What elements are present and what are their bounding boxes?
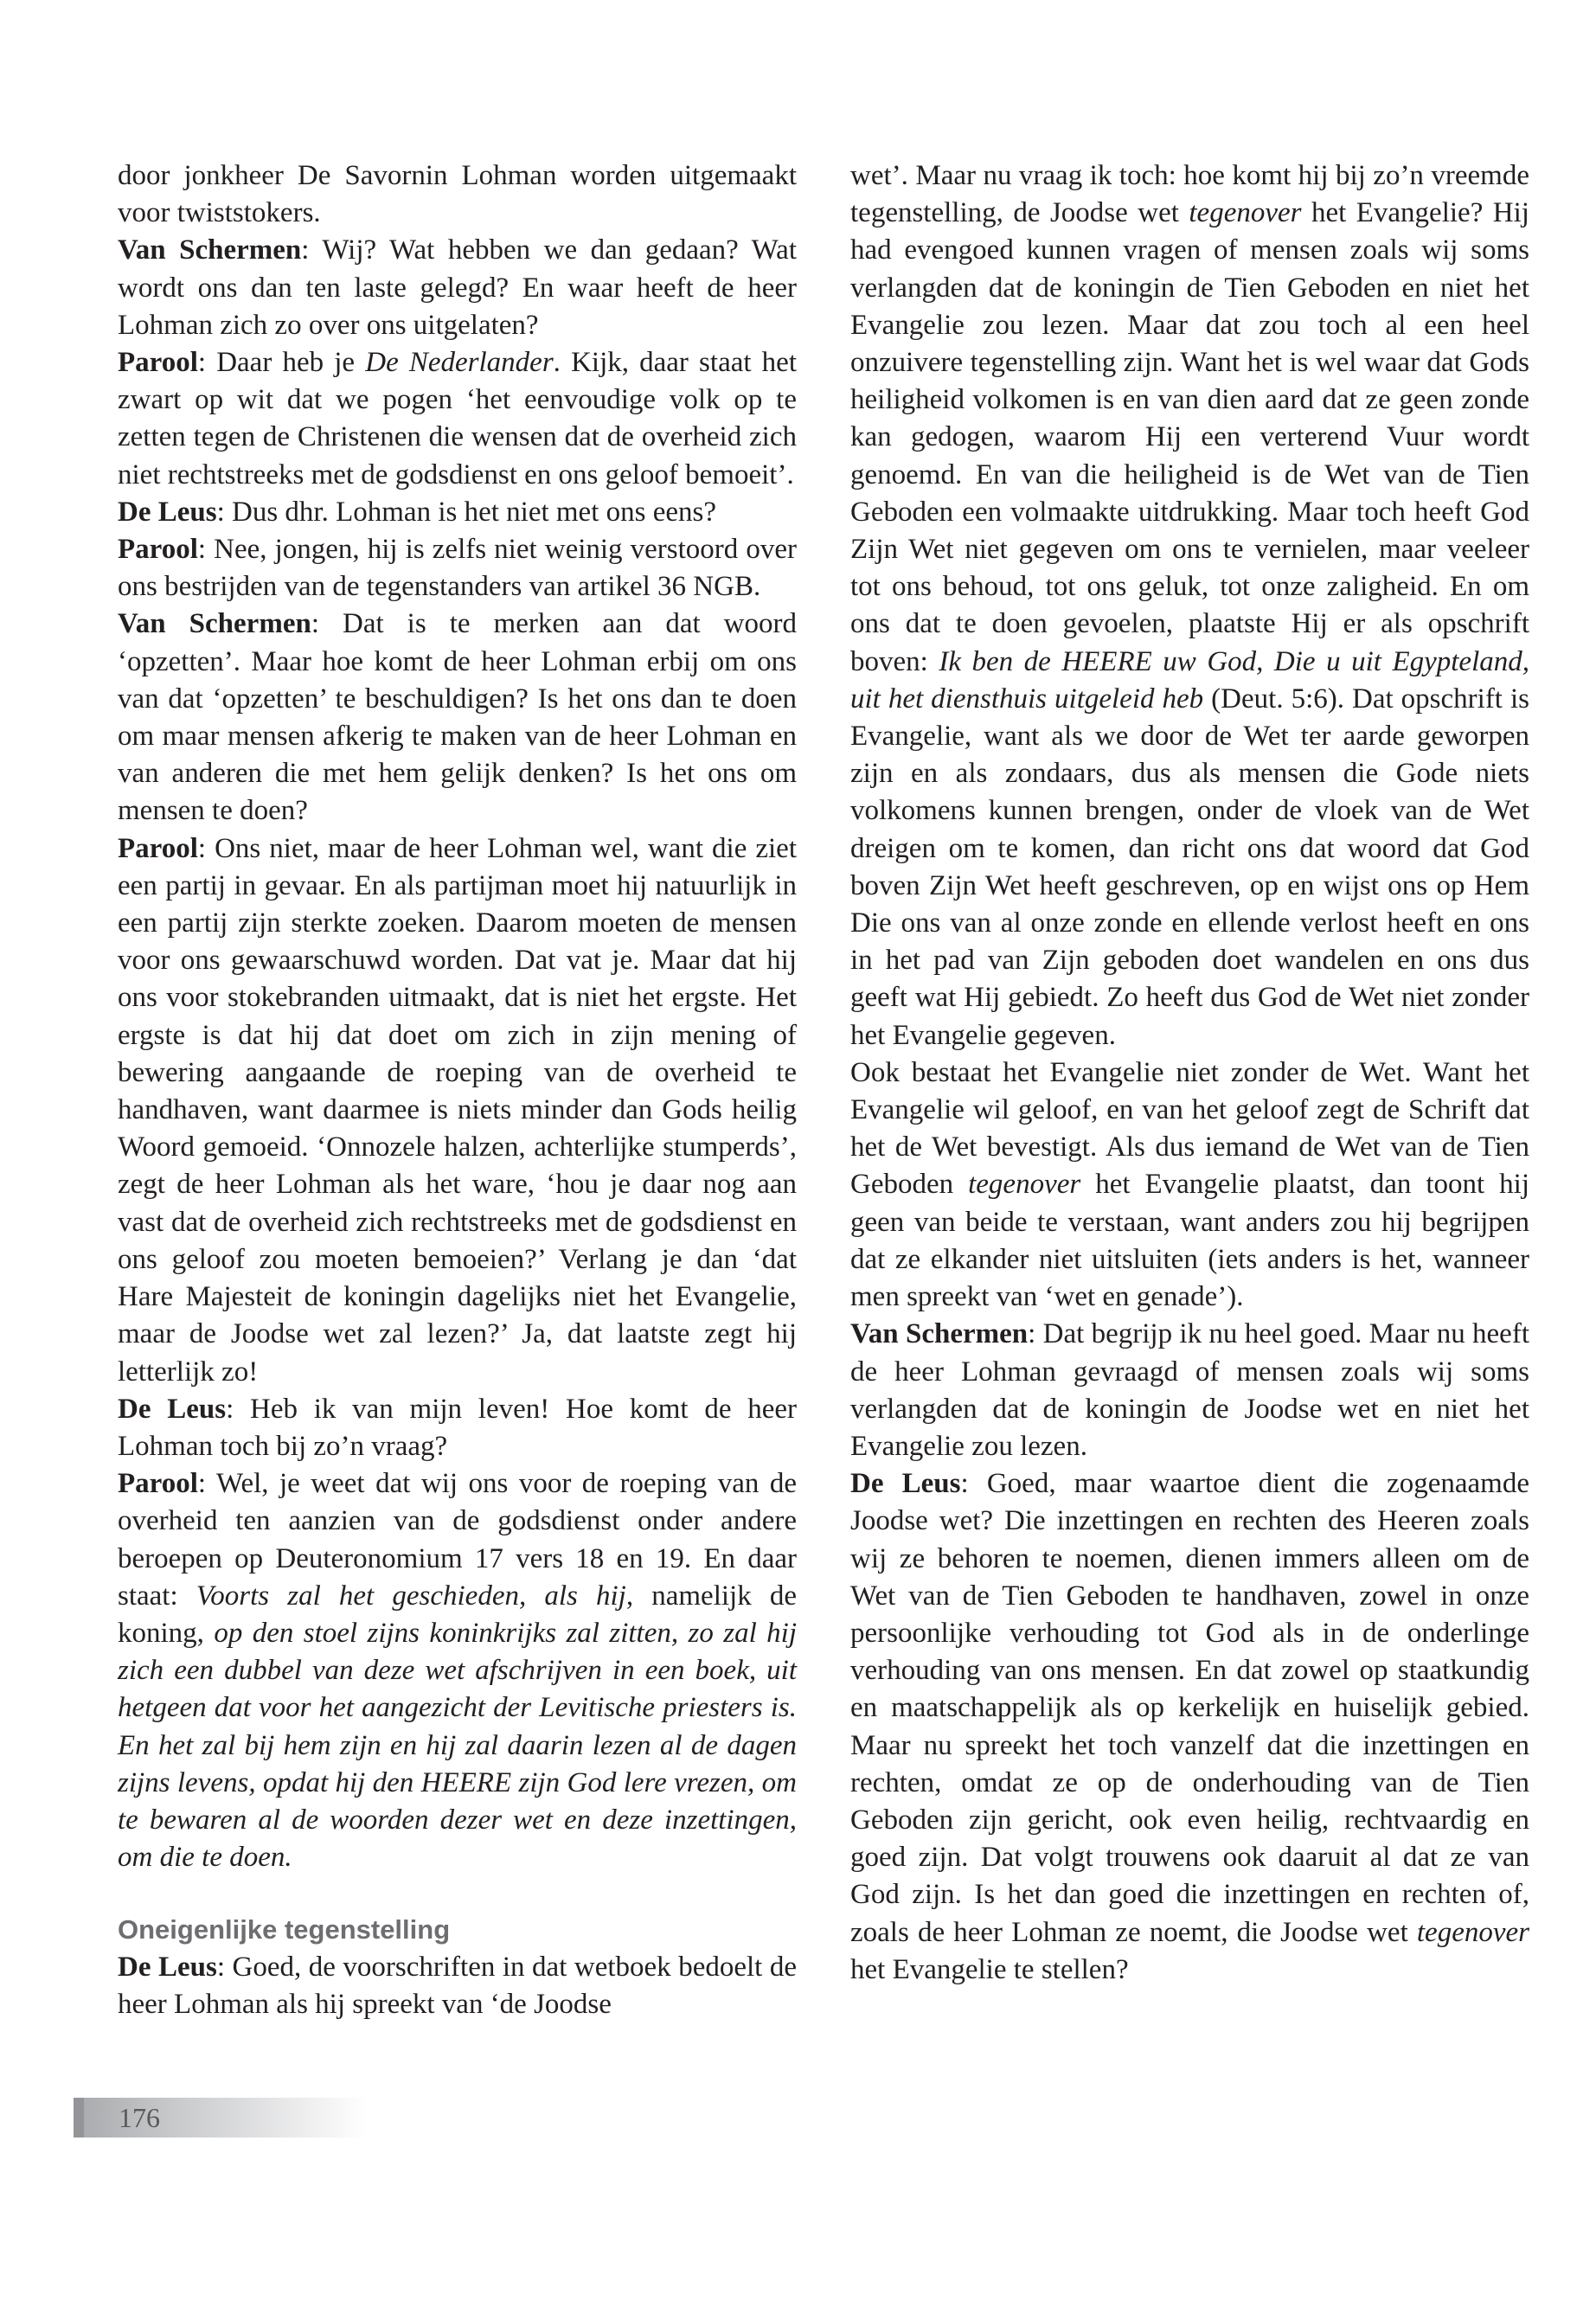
speaker-name: Parool xyxy=(118,534,198,566)
paragraph-text: : Goed, maar waartoe dient die zogenaamde Joodse wet? Die inzettingen en rechten des Heeren zoals wij ze behoren te noemen, dienen immers alleen om de Wet van de Tien Geboden te handhaven, zowel in onze persoonlijke verhouding tot God als in de onderlinge verhouding van ons mensen. En dat zowel op staatkundig en maatschappelijk als op kerkelijk en huiselijk gebied. Maar nu spreekt het toch vanzelf dat die inzettingen en rechten, omdat ze op de onderhouding van de Tien Geboden zijn gericht, ook even heilig, rechtvaardig en goed zijn. Dat volgt trouwens ook daaruit al dat ze van God zijn. Is het dan goed die inzettingen en rechten of, zoals de heer Lohman ze noemt, die Joodse wet xyxy=(850,1468,1529,1948)
section-spacer xyxy=(118,1876,797,1911)
speaker-name: Van Schermen xyxy=(118,608,311,640)
dialogue-paragraph xyxy=(118,1949,797,2023)
page-number: 176 xyxy=(119,2102,160,2133)
dialogue-paragraph xyxy=(118,232,797,344)
paragraph-text: door jonkheer De Savornin Lohman worden uitgemaakt voor twiststokers. xyxy=(118,160,797,229)
paragraph-text: : Wel, je weet dat wij ons voor de roeping van de overheid ten aanzien van de godsdienst onder andere beroepen op Deuteronomium 17 vers 18 en 19. En daar staat: xyxy=(118,1468,797,1612)
paragraph-text: . Kijk, daar staat het zwart op wit dat we pogen ‘het eenvoudige volk op te zetten tegen de Christenen die wensen dat de overheid zich niet rechtstreeks met de godsdienst en ons geloof bemoeit’. xyxy=(118,347,797,490)
paragraph-text: : Heb ik van mijn leven! Hoe komt de heer Lohman toch bij zo’n vraag? xyxy=(118,1393,797,1462)
italic-quote: Ik ben de HEERE uw God, Die u uit Egypteland, uit het diensthuis uitgeleid heb xyxy=(850,645,1529,715)
paragraph-text: : Dus dhr. Lohman is het niet met ons eens? xyxy=(216,496,716,528)
dialogue-paragraph xyxy=(118,606,797,830)
speaker-name: Van Schermen xyxy=(850,1318,1029,1350)
paragraph-text: het Evangelie plaatst, dan toont hij geen van beide te verstaan, want anders zou hij begrijpen dat ze elkander niet uitsluiten (iets anders is het, wanneer men spreekt van ‘wet en genade’). xyxy=(850,1169,1529,1313)
paragraph-text: Ook bestaat het Evangelie niet zonder de Wet. Want het Evangelie wil geloof, en van het geloof zegt de Schrift dat het de Wet bevestigt. Als dus iemand de Wet van de Tien Geboden xyxy=(850,1056,1529,1201)
speaker-name: Parool xyxy=(118,347,198,379)
paragraph xyxy=(850,157,1529,1054)
dialogue-paragraph xyxy=(118,1391,797,1465)
paragraph-text: het Evangelie? Hij had evengoed kunnen vragen of mensen zoals wij soms verlangden dat de koningin de Tien Geboden en niet het Evangelie zou lezen. Maar dat zou toch al een heel onzuivere tegenstelling zijn. Want het is wel waar dat Gods heiligheid volkomen is en van dien aard dat ze geen zonde kan gedogen, waarom Hij een verterend Vuur wordt genoemd. En van die heiligheid is de Wet van de Tien Geboden een volmaakte uitdrukking. Maar toch heeft God Zijn Wet niet gegeven om ons te vernielen, maar veeleer tot ons behoud, tot ons geluk, tot onze zaligheid. En om ons dat te doen gevoelen, plaatste Hij er als opschrift boven: xyxy=(850,197,1529,677)
speaker-name: Parool xyxy=(118,832,198,864)
italic-quote: Voorts zal het geschieden, als hij xyxy=(195,1580,626,1612)
page-footer xyxy=(74,2098,368,2138)
dialogue-paragraph xyxy=(850,1465,1529,1989)
right-column xyxy=(850,157,1529,1989)
dialogue-paragraph xyxy=(118,344,797,494)
paragraph-text: : Goed, de voorschriften in dat wetboek bedoelt de heer Lohman als hij spreekt van ‘de Joodse xyxy=(118,1951,797,2020)
italic-text: tegenover xyxy=(1416,1916,1529,1948)
speaker-name: De Leus xyxy=(118,1951,217,1983)
italic-text: tegenover xyxy=(1189,197,1302,229)
italic-text: tegenover xyxy=(968,1169,1081,1201)
speaker-name: Parool xyxy=(118,1468,198,1500)
paragraph xyxy=(850,1054,1529,1316)
section-heading: Oneigenlijke tegenstelling xyxy=(118,1914,451,1945)
paragraph-text: (Deut. 5:6). Dat opschrift is Evangelie, want als we door de Wet ter aarde geworpen zijn en als zondaars, dus als mensen die Gode niets volkomens kunnen brengen, onder de vloek van de Wet dreigen om te komen, dan richt ons dat woord dat God boven Zijn Wet heeft geschreven, op en wijst ons op Hem Die ons van al onze zonde en ellende verlost heeft en ons in het pad van Zijn geboden doet wandelen en ons dus geeft wat Hij gebiedt. Zo heeft dus God de Wet niet zonder het Evangelie gegeven. xyxy=(850,683,1529,1051)
paragraph-text: het Evangelie te stellen? xyxy=(850,1953,1129,1985)
paragraph-text: : Dat begrijp ik nu heel goed. Maar nu heeft de heer Lohman gevraagd of mensen zoals wij soms verlangden dat de koningin de Joodse wet en niet het Evangelie zou lezen. xyxy=(850,1318,1529,1462)
dialogue-paragraph xyxy=(118,531,797,606)
speaker-name: De Leus xyxy=(118,1393,227,1425)
paragraph-text: : Wij? Wat hebben we dan gedaan? Wat wordt ons dan ten laste gelegd? En waar heeft de heer Lohman zich zo over ons uitgelaten? xyxy=(118,234,797,341)
paragraph-text: : Dat is te merken aan dat woord ‘opzetten’. Maar hoe komt de heer Lohman erbij om ons van dat ‘opzetten’ te beschuldigen? Is het ons dan te doen om maar mensen afkerig te maken van de heer Lohman en van anderen die met hem gelijk denken? Is het ons om mensen te doen? xyxy=(118,608,798,827)
speaker-name: De Leus xyxy=(118,496,217,528)
paragraph-text: : Daar heb je xyxy=(197,347,366,379)
speaker-name: De Leus xyxy=(850,1468,961,1500)
paragraph-text: : Nee, jongen, hij is zelfs niet weinig verstoord over ons bestrijden van de tegenstanders van artikel 36 NGB. xyxy=(118,534,797,603)
paragraph-text: wet’. Maar nu vraag ik toch: hoe komt hij bij zo’n vreemde tegenstelling, de Joodse wet xyxy=(850,160,1529,229)
paragraph-text: : Ons niet, maar de heer Lohman wel, want die ziet een partij in gevaar. En als partijman moet hij natuurlijk in een partij zijn sterkte zoeken. Daarom moeten de mensen voor ons gewaarschuwd worden. Dat vat je. Maar dat hij ons voor stokebranden uitmaakt, dat is niet het ergste. Het ergste is dat hij dat doet om zich in zijn mening of bewering aangaande de roeping van de overheid te handhaven, want daarmee is niets minder dan Gods heilig Woord gemoeid. ‘Onnozele halzen, achterlijke stumperds’, zegt de heer Lohman als het ware, ‘hou je daar nog aan vast dat de overheid zich rechtstreeks met de godsdienst en ons geloof zou moeten bemoeien?’ Verlang je dan ‘dat Hare Majesteit de koningin dagelijks niet het Evangelie, maar de Joodse wet zal lezen?’ Ja, dat laatste zegt hij letterlijk zo! xyxy=(118,832,797,1388)
italic-text: De Nederlander xyxy=(365,347,554,379)
dialogue-paragraph xyxy=(118,830,797,1391)
dialogue-paragraph xyxy=(118,1465,797,1876)
italic-quote: op den stoel zijns koninkrijks zal zitten, zo zal hij zich een dubbel van deze wet afschrijven in een boek, uit hetgeen dat voor het aangezicht der Levitische priesters is. En het zal bij hem zijn en hij zal daarin lezen al de dagen zijns levens, opdat hij den HEERE zijn God lere vrezen, om te bewaren al de woorden dezer wet en deze inzettingen, om die te doen. xyxy=(118,1617,797,1874)
paragraph xyxy=(118,157,797,232)
dialogue-paragraph xyxy=(118,494,797,531)
left-column xyxy=(118,157,797,2023)
speaker-name: Van Schermen xyxy=(118,234,302,266)
footer-accent-bar xyxy=(74,2098,84,2138)
dialogue-paragraph xyxy=(850,1316,1529,1465)
paragraph-text: , namelijk de koning, xyxy=(118,1580,797,1649)
